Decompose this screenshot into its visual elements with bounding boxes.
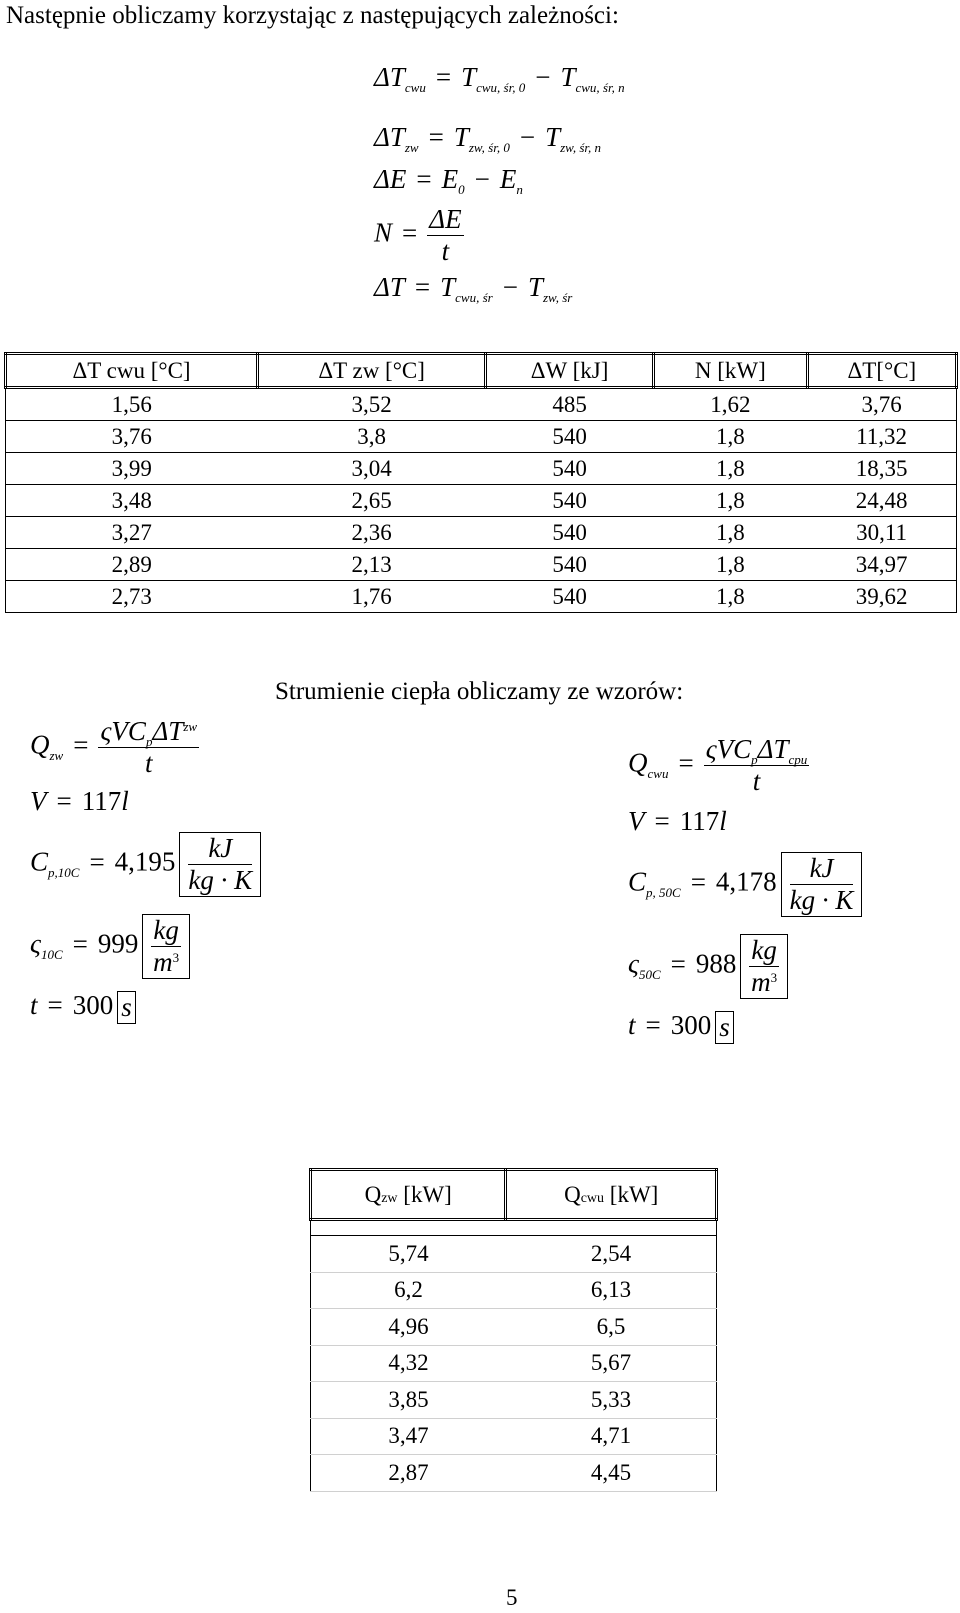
- table-cell: 2,87: [311, 1455, 506, 1492]
- table-cell: 1,76: [258, 581, 486, 613]
- table-cell: 1,62: [653, 388, 807, 421]
- table-cell: 6,5: [506, 1309, 717, 1346]
- table-cell: 6,13: [506, 1272, 717, 1309]
- table-row: [311, 1345, 717, 1382]
- table-cell: 24,48: [807, 485, 956, 517]
- table-spacer-cell: [506, 1220, 717, 1236]
- table-cell: 485: [486, 388, 654, 421]
- table-cell: 18,35: [807, 453, 956, 485]
- header-delta-t-cwu: ΔT cwu [°C]: [6, 354, 258, 388]
- table-cell: 4,96: [311, 1309, 506, 1346]
- table-cell: 2,13: [258, 549, 486, 581]
- heat-flow-heading: Strumienie ciepła obliczamy ze wzorów:: [275, 678, 684, 705]
- table-row: [6, 517, 957, 549]
- heat-flow-table-header: [311, 1170, 717, 1220]
- table-cell: 540: [486, 517, 654, 549]
- header-q-cwu: Qcwu [kW]: [506, 1170, 717, 1220]
- table-cell: 1,56: [6, 388, 258, 421]
- results-table-header: [6, 354, 957, 388]
- formula-t-left: t = 300 s: [30, 990, 136, 1024]
- header-delta-t-zw: ΔT zw [°C]: [258, 354, 486, 388]
- table-spacer-cell: [311, 1220, 506, 1236]
- table-cell: 4,45: [506, 1455, 717, 1492]
- table-cell: 540: [486, 485, 654, 517]
- table-cell: 540: [486, 421, 654, 453]
- formula-q-cwu: $Q_{cwu}$ = $\frac{\varsigma VC_p\Delta T_{cpu}}{t}$: [628, 734, 808, 796]
- table-spacer-row: [311, 1220, 717, 1236]
- table-cell: 5,67: [506, 1345, 717, 1382]
- table-cell: 4,71: [506, 1418, 717, 1455]
- table-row: [6, 388, 957, 421]
- table-cell: 5,74: [311, 1236, 506, 1273]
- table-cell: 1,8: [653, 549, 807, 581]
- table-cell: 4,32: [311, 1345, 506, 1382]
- results-table: [4, 352, 958, 613]
- formula-q-zw: $Q_{zw}$ = $\frac{\varsigma VC_p\Delta T^{zw}}{t}$: [30, 716, 198, 778]
- intro-text: Następnie obliczamy korzystając z następujących zależności:: [6, 2, 619, 29]
- table-cell: 2,65: [258, 485, 486, 517]
- table-cell: 2,36: [258, 517, 486, 549]
- formula-rho-left: $\varsigma_{10C} = 999$ $\frac{kg}{m^3}$: [30, 914, 190, 979]
- table-row: [311, 1455, 717, 1492]
- table-cell: 34,97: [807, 549, 956, 581]
- header-q-zw: Qzw [kW]: [311, 1170, 506, 1220]
- table-cell: 3,27: [6, 517, 258, 549]
- table-cell: 3,76: [6, 421, 258, 453]
- equation-delta-t-zw: $\Delta T_{zw} = T_{zw, śr, 0} - T_{zw, śr, n}$: [374, 122, 602, 155]
- table-row: [6, 453, 957, 485]
- table-cell: 2,89: [6, 549, 258, 581]
- table-cell: 1,8: [653, 485, 807, 517]
- page-number: 5: [506, 1585, 518, 1610]
- table-row: [311, 1236, 717, 1273]
- table-cell: 3,76: [807, 388, 956, 421]
- formula-cp-left: $C_{p,10C} = 4,195$ $\frac{kJ}{kg \cdot K}$: [30, 832, 261, 897]
- table-cell: 2,54: [506, 1236, 717, 1273]
- table-cell: 3,04: [258, 453, 486, 485]
- equation-delta-t-cwu: $\Delta T_{cwu} = T_{cwu, śr, 0} - T_{cwu, śr, n}$: [374, 62, 625, 95]
- table-cell: 3,8: [258, 421, 486, 453]
- table-cell: 11,32: [807, 421, 956, 453]
- table-cell: 3,47: [311, 1418, 506, 1455]
- table-row: [311, 1382, 717, 1419]
- formula-v-right: V = 117l: [628, 806, 727, 836]
- table-cell: 1,8: [653, 517, 807, 549]
- table-cell: 30,11: [807, 517, 956, 549]
- table-cell: 2,73: [6, 581, 258, 613]
- table-row: [6, 549, 957, 581]
- heat-flow-table: [309, 1168, 718, 1492]
- table-cell: 3,52: [258, 388, 486, 421]
- table-cell: 3,48: [6, 485, 258, 517]
- table-row: [6, 421, 957, 453]
- header-delta-t: ΔT[°C]: [807, 354, 956, 388]
- equation-delta-e: $\Delta E = E_0 - E_n$: [374, 164, 523, 197]
- formula-v-left: V = 117l: [30, 786, 129, 816]
- table-cell: 540: [486, 581, 654, 613]
- formula-t-right: t = 300 s: [628, 1010, 734, 1044]
- table-cell: 5,33: [506, 1382, 717, 1419]
- header-delta-w: ΔW [kJ]: [486, 354, 654, 388]
- table-cell: 1,8: [653, 421, 807, 453]
- table-row: [311, 1418, 717, 1455]
- formula-rho-right: $\varsigma_{50C} = 988$ $\frac{kg}{m^3}$: [628, 934, 788, 999]
- table-row: [6, 485, 957, 517]
- header-n: N [kW]: [653, 354, 807, 388]
- table-row: [6, 581, 957, 613]
- table-cell: 6,2: [311, 1272, 506, 1309]
- equation-delta-t: $\Delta T = T_{cwu, śr} - T_{zw, śr}$: [374, 272, 573, 305]
- table-cell: 3,85: [311, 1382, 506, 1419]
- table-cell: 39,62: [807, 581, 956, 613]
- table-row: [311, 1309, 717, 1346]
- table-cell: 540: [486, 453, 654, 485]
- table-cell: 3,99: [6, 453, 258, 485]
- formula-cp-right: $C_{p, 50C} = 4,178$ $\frac{kJ}{kg \cdot K}$: [628, 852, 862, 917]
- table-cell: 1,8: [653, 581, 807, 613]
- equation-n: N = $\frac{\Delta E}{t}$: [374, 204, 462, 266]
- table-cell: 1,8: [653, 453, 807, 485]
- table-row: [311, 1272, 717, 1309]
- table-cell: 540: [486, 549, 654, 581]
